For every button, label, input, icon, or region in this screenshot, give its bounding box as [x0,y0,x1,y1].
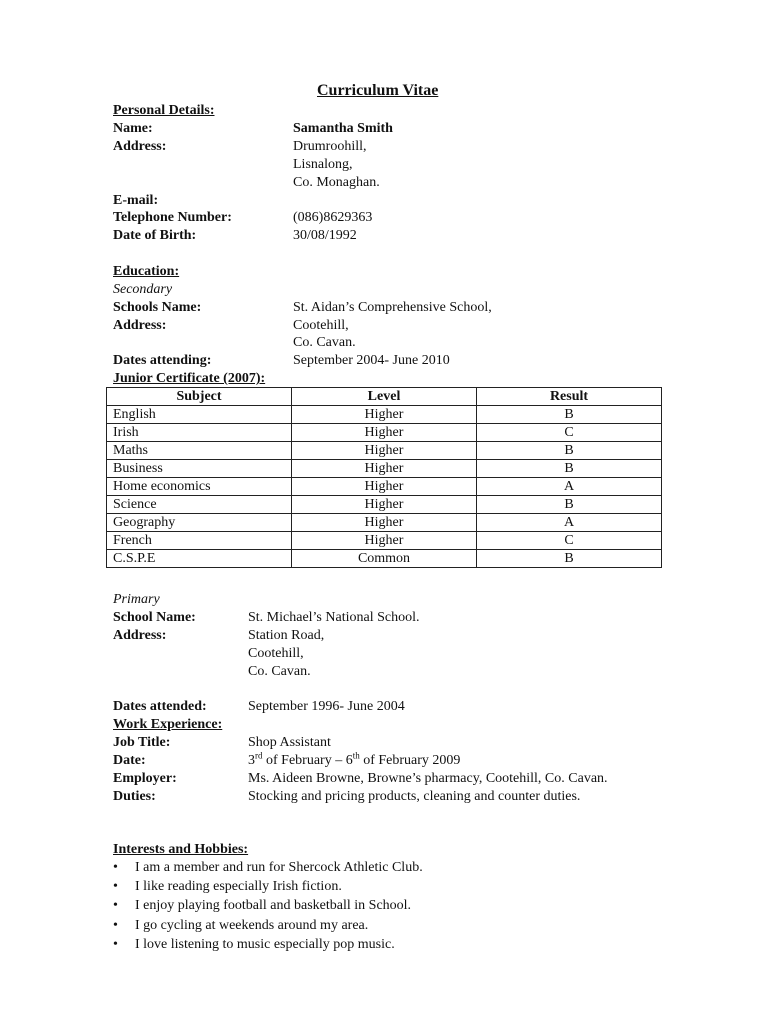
subject-cell: English [107,406,292,424]
secondary-address-line: Cootehill, [293,318,349,333]
page-title: Curriculum Vitae [317,82,439,99]
primary-dates-value: September 1996- June 2004 [248,699,405,714]
secondary-dates-label: Dates attending: [113,353,212,368]
dob-label: Date of Birth: [113,228,197,243]
result-cell: C [477,424,662,442]
secondary-school-label: Schools Name: [113,300,202,315]
result-cell: A [477,514,662,532]
table-row [107,442,662,460]
level-cell: Higher [292,514,477,532]
primary-address-label: Address: [113,628,167,643]
column-header-level: Level [292,388,477,406]
primary-school-label: School Name: [113,610,196,625]
bullet-icon: • [113,879,118,895]
secondary-school-value: St. Aidan’s Comprehensive School, [293,300,492,315]
result-cell: B [477,442,662,460]
subject-cell: Home economics [107,478,292,496]
result-cell: B [477,550,662,568]
interests-heading: Interests and Hobbies: [113,842,249,857]
employer-value: Ms. Aideen Browne, Browne’s pharmacy, Cootehill, Co. Cavan. [248,771,608,786]
duties-value: Stocking and pricing products, cleaning and counter duties. [248,789,581,804]
address-line: Drumroohill, [293,139,367,154]
table-row [107,514,662,532]
bullet-icon: • [113,936,118,952]
result-cell: B [477,496,662,514]
secondary-address-label: Address: [113,318,167,333]
junior-cert-table [106,387,662,568]
primary-address-line: Cootehill, [248,646,304,661]
level-cell: Higher [292,496,477,514]
address-line: Lisnalong, [293,157,353,172]
job-title-label: Job Title: [113,735,171,750]
duties-label: Duties: [113,789,156,804]
junior-cert-heading: Junior Certificate (2007): [113,371,266,386]
table-row [107,424,662,442]
primary-dates-label: Dates attended: [113,699,207,714]
job-title-value: Shop Assistant [248,735,331,750]
table-row [107,496,662,514]
list-item: • I enjoy playing football and basketball in School. [113,898,412,914]
subject-cell: Maths [107,442,292,460]
secondary-dates-value: September 2004- June 2010 [293,353,450,368]
table-row [107,550,662,568]
result-cell: B [477,460,662,478]
phone-label: Telephone Number: [113,210,232,225]
column-header-subject: Subject [107,388,292,406]
primary-address-line: Station Road, [248,628,325,643]
result-cell: A [477,478,662,496]
primary-school-value: St. Michael’s National School. [248,610,420,625]
primary-label: Primary [113,592,160,607]
subject-cell: Geography [107,514,292,532]
level-cell: Higher [292,406,477,424]
subject-cell: Irish [107,424,292,442]
level-cell: Higher [292,478,477,496]
result-cell: C [477,532,662,550]
subject-cell: C.S.P.E [107,550,292,568]
primary-address-line: Co. Cavan. [248,664,311,679]
column-header-result: Result [477,388,662,406]
subject-cell: Business [107,460,292,478]
personal-details-heading: Personal Details: [113,103,215,118]
level-cell: Higher [292,442,477,460]
subject-cell: French [107,532,292,550]
result-cell: B [477,406,662,424]
level-cell: Common [292,550,477,568]
bullet-icon: • [113,898,118,914]
bullet-icon: • [113,860,118,875]
interests-list [113,859,423,955]
table-row [107,478,662,496]
table-header-row [107,388,662,406]
list-item: • I love listening to music especially pop music. [113,936,395,952]
education-heading: Education: [113,264,180,279]
subject-cell: Science [107,496,292,514]
name-label: Name: [113,121,153,136]
phone-value: (086)8629363 [293,210,373,225]
employer-label: Employer: [113,771,177,786]
level-cell: Higher [292,460,477,478]
dob-value: 30/08/1992 [293,228,357,243]
table-row [107,532,662,550]
secondary-address-line: Co. Cavan. [293,335,356,350]
table-row [107,406,662,424]
bullet-icon: • [113,917,118,933]
work-date-value: 3rd of February – 6th of February 2009 [248,750,461,768]
name-value: Samantha Smith [293,121,393,136]
table-row [107,460,662,478]
email-label: E-mail: [113,193,159,208]
work-date-label: Date: [113,753,146,768]
work-experience-heading: Work Experience: [113,717,223,732]
list-item: • I am a member and run for Shercock Athletic Club. [113,860,423,875]
address-line: Co. Monaghan. [293,175,380,190]
address-label: Address: [113,139,167,154]
list-item: • I go cycling at weekends around my area. [113,917,369,933]
level-cell: Higher [292,424,477,442]
secondary-label: Secondary [113,282,173,297]
list-item: • I like reading especially Irish fiction. [113,879,342,895]
level-cell: Higher [292,532,477,550]
